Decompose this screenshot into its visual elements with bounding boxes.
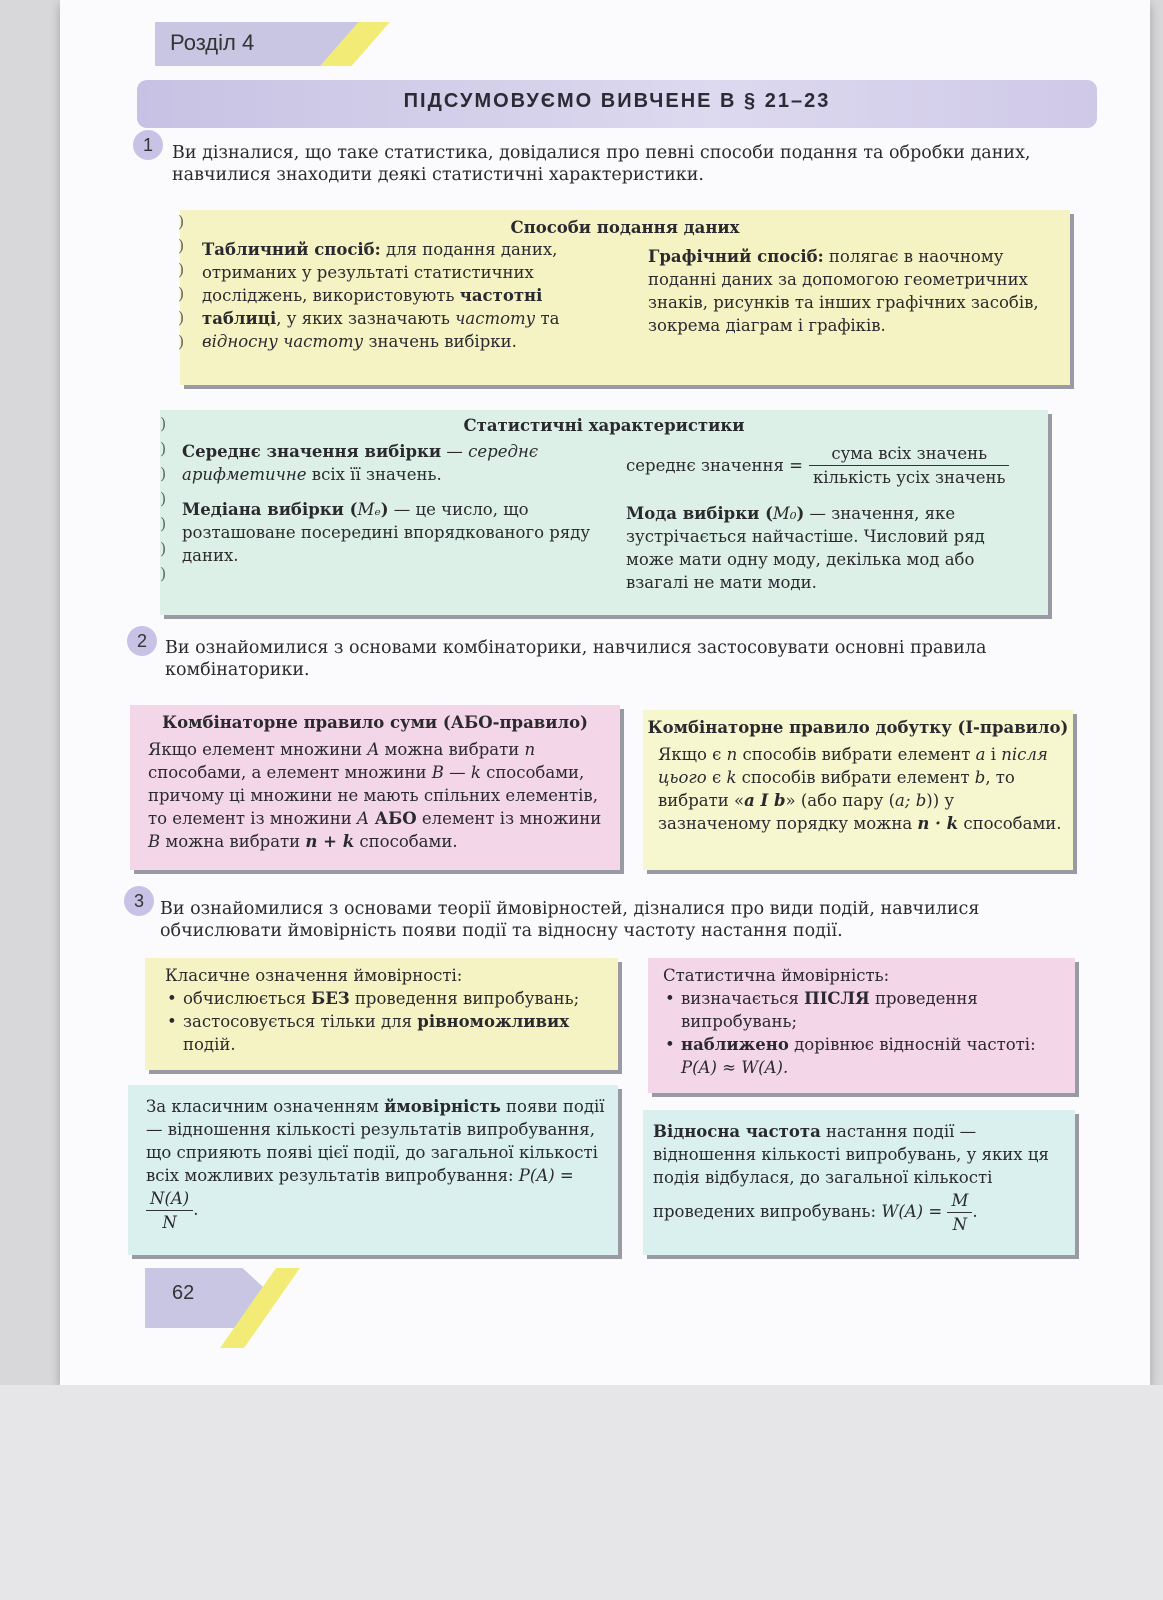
list-item: • застосовується тільки для рівноможливих подій. (165, 1010, 610, 1056)
data-methods-box (180, 210, 1070, 385)
stat-characteristics-box (160, 410, 1048, 615)
product-rule-heading: Комбінаторне правило добутку (І-правило) (647, 718, 1069, 737)
list-item: • обчислюється БЕЗ проведення випробувань; (165, 987, 610, 1010)
scan-background (0, 1385, 1163, 1600)
classic-definition-box (128, 1085, 618, 1255)
table-method-term: Табличний спосіб: (202, 240, 381, 259)
table-method-text: Табличний спосіб: для подання даних, отриманих у результаті статистичних досліджень, використовують частотні таблиці, у яких зазначають частоту та відносну частоту значень вибірки. (202, 240, 560, 351)
mode-definition: Мода вибірки (M₀) — значення, яке зустрічається найчастіше. Числовий ряд може мати одну моду, декілька мод або взагалі не мати моди. (626, 504, 985, 592)
probability-fraction: $\frac{N(A)}{N}$ (146, 1187, 193, 1234)
sum-rule-heading: Комбінаторне правило суми (АБО-правило) (162, 713, 588, 732)
mean-formula: середнє значення = $\frac{\text{сума всіх значень}}{\text{кількість усіх значень}}$ (626, 442, 1046, 489)
page-number: 62 (172, 1282, 195, 1304)
binding-rings-2: ) ) ) ) ) ) ) (160, 414, 167, 583)
relative-frequency-text: Відносна частота настання події — відношення кількості випробувань, у яких ця подія відбулася, до загальної кількості проведених випробувань: W(A) = $\frac{M}{N}$ . (653, 1122, 1049, 1234)
stat-characteristics-heading: Статистичні характеристики (463, 416, 745, 435)
section-1-intro: Ви дізналися, що таке статистика, довідалися про певні способи подання та обробки даних, навчилися знаходити деякі статистичні характеристики. (172, 143, 1031, 185)
statistical-probability-heading: Статистична ймовірність: (663, 966, 890, 985)
binding-rings-1: ) ) ) ) ) ) (178, 212, 185, 351)
list-item: • наближено дорівнює відносній частоті: P(A) ≈ W(A). (663, 1033, 1068, 1079)
sum-rule-text: Якщо елемент множини A можна вибрати n способами, а елемент множини B — k способами, причому ці множини не мають спільних елементів, то елемент із множини A АБО елемент із множини B можна вибрати n + k способами. (148, 740, 602, 851)
list-item: • визначається ПІСЛЯ проведення випробувань; (663, 987, 1068, 1033)
relative-frequency-box (643, 1110, 1075, 1255)
statistical-probability-box (648, 958, 1075, 1093)
chapter-label: Розділ 4 (170, 30, 255, 55)
frequency-fraction: $\frac{M}{N}$ (947, 1189, 972, 1236)
classic-probability-box (145, 958, 618, 1070)
section-number-3: 3 (124, 886, 154, 916)
product-rule-text: Якщо є n способів вибрати елемент a і після цього є k способів вибрати елемент b, то вибрати «a І b» (або пару (a; b)) у зазначеному порядку можна n · k способами. (658, 745, 1062, 833)
median-definition: Медіана вибірки (Mₑ) — це число, що розташоване посередині впорядкованого ряду даних. (182, 500, 591, 565)
statistical-probability-list (663, 987, 1068, 1079)
data-methods-heading: Способи подання даних (510, 218, 740, 237)
section-3-intro: Ви ознайомилися з основами теорії ймовірностей, дізналися про види подій, навчилися обчислювати ймовірність появи події та відносну частоту настання події. (160, 899, 980, 941)
page-title: ПІДСУМОВУЄМО ВИВЧЕНЕ В § 21–23 (403, 90, 831, 112)
approx-formula: P(A) ≈ W(A). (681, 1058, 789, 1077)
mean-definition: Середнє значення вибірки — середнє арифметичне всіх її значень. (182, 442, 539, 484)
sum-rule-box (130, 705, 620, 870)
section-number-1: 1 (133, 130, 163, 160)
classic-definition-text: За класичним означенням ймовірність появи події — відношення кількості результатів випробування, що сприяють появі цієї події, до загальної кількості всіх можливих результатів випробування: P(A) = $\frac{N(A)}{N}$ . (146, 1097, 605, 1232)
graph-method-text: Графічний спосіб: полягає в наочному поданні даних за допомогою геометричних знаків, рисунків та інших графічних засобів, зокрема діаграм і графіків. (648, 247, 1039, 335)
product-rule-box (643, 710, 1073, 870)
graph-method-term: Графічний спосіб: (648, 247, 824, 266)
classic-probability-heading: Класичне означення ймовірності: (165, 966, 463, 985)
section-number-2: 2 (127, 626, 157, 656)
classic-probability-list (165, 987, 610, 1056)
section-2-intro: Ви ознайомилися з основами комбінаторики, навчилися застосовувати основні правила комбінаторики. (165, 638, 987, 680)
